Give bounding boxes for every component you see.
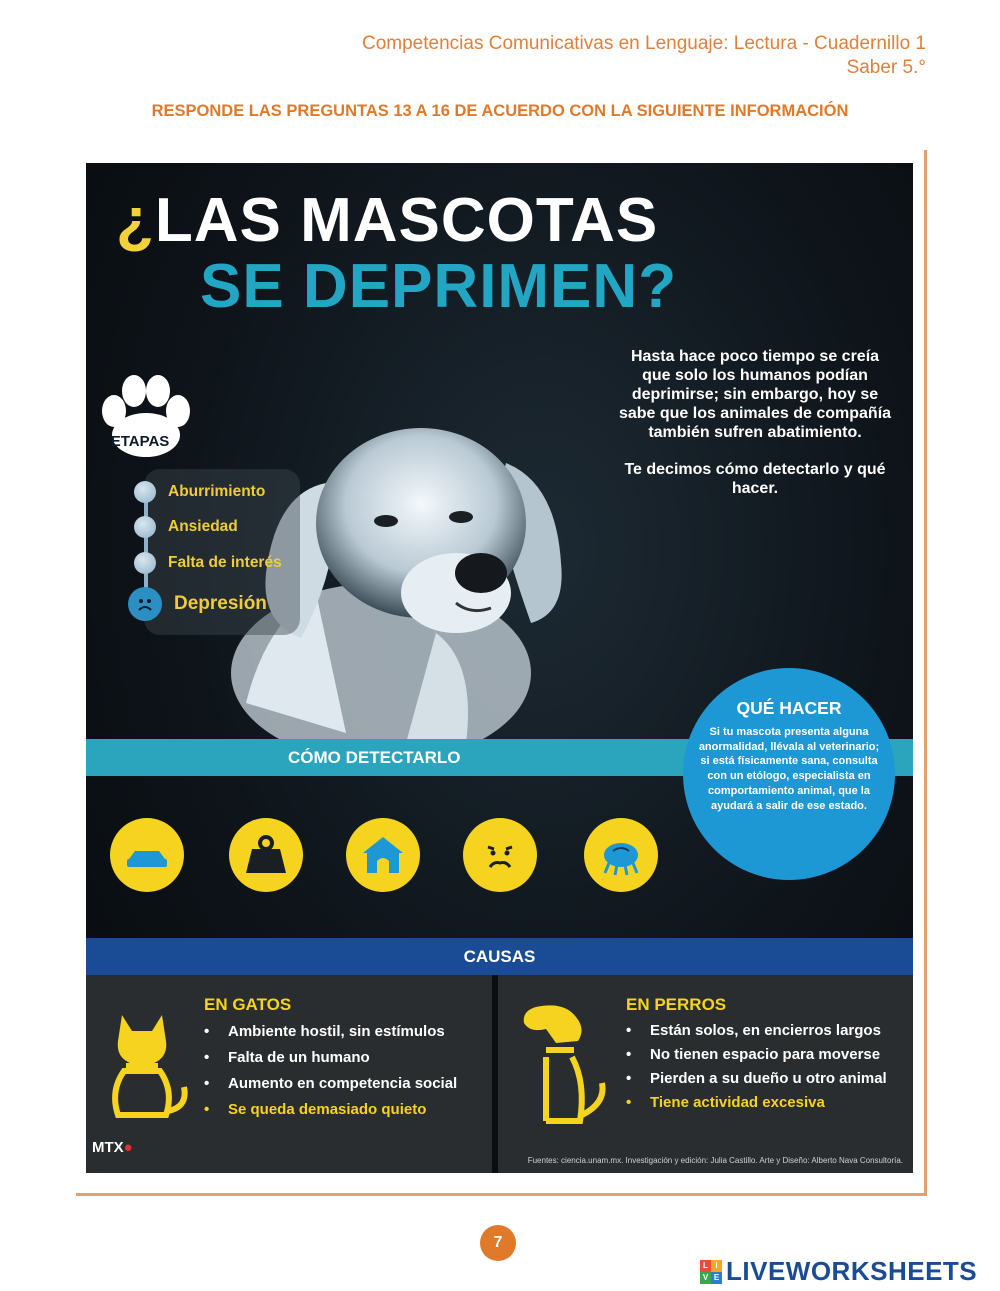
list-item: • Falta de un humano [204, 1045, 457, 1071]
causes-section-band [86, 938, 913, 975]
liveworksheets-logo [700, 1256, 977, 1287]
intro-text [618, 347, 892, 516]
stage-dot-icon [134, 552, 156, 574]
dog-icon [516, 1003, 612, 1129]
etapas-label: ETAPAS [110, 433, 170, 450]
question-instruction: RESPONDE LAS PREGUNTAS 13 A 16 DE ACUERDO CON LA SIGUIENTE INFORMACIÓN [151, 102, 849, 120]
perros-causes-list [626, 1019, 887, 1115]
stage-dot-icon [134, 516, 156, 538]
dog-house-icon [346, 818, 420, 892]
intro-paragraph-1: Hasta hace poco tiempo se creía que solo los humanos podían deprimirse; sin embargo, hoy se sabe que los animales de compañía también sufren abatimiento. [618, 348, 892, 441]
document-header [362, 32, 926, 80]
header-grade: Saber 5.° [846, 57, 926, 78]
que-hacer-circle [683, 668, 895, 880]
food-bowl-icon [110, 818, 184, 892]
poster-title-line2: SE DEPRIMEN? [200, 252, 678, 321]
frame-bottom-border [76, 1193, 927, 1196]
infographic-poster [86, 163, 913, 1173]
flea-icon [584, 818, 658, 892]
que-hacer-body: Si tu mascota presenta alguna anormalidad, llévala al veterinario; si está físicamente sana, consulta con un etólogo, especialista en comportamiento animal, que la ayudará a salir de ese estado. [698, 726, 880, 812]
sad-face-icon [128, 587, 162, 621]
list-item: • Aumento en competencia social [204, 1071, 457, 1097]
perros-title: EN PERROS [626, 995, 727, 1014]
gatos-causes-list [204, 1019, 457, 1123]
causes-title: CAUSAS [463, 947, 536, 966]
intro-paragraph-2: Te decimos cómo detectarlo y qué hacer. [624, 461, 886, 497]
stage-item: Ansiedad [134, 516, 238, 538]
list-item: • Se queda demasiado quieto [204, 1097, 457, 1123]
cat-icon [108, 1011, 190, 1123]
list-item: • Pierden a su dueño u otro animal [626, 1067, 887, 1091]
mtx-logo: MTX● [92, 1139, 133, 1156]
list-item: • Están solos, en encierros largos [626, 1019, 887, 1043]
list-item: • Tiene actividad excesiva [626, 1091, 887, 1115]
brand-name: LIVEWORKSHEETS [726, 1256, 978, 1286]
header-title: Competencias Comunicativas en Lenguaje: Lectura - Cuadernillo 1 [362, 33, 926, 54]
list-item: • Ambiente hostil, sin estímulos [204, 1019, 457, 1045]
poster-title-line1: ¿LAS MASCOTAS [116, 186, 659, 255]
sad-face-icon [463, 818, 537, 892]
stage-item: Aburrimiento [134, 481, 265, 503]
stage-item-final: Depresión [134, 587, 267, 621]
sources-credit: Fuentes: ciencia.unam.mx. Investigación y edición: Julia Castillo. Arte y Diseño: Alberto Nava Consultoría. [527, 1156, 903, 1165]
gatos-title: EN GATOS [204, 995, 292, 1014]
liveworksheets-icon: L I V E [700, 1260, 722, 1284]
que-hacer-title: QUÉ HACER [736, 698, 842, 718]
frame-right-border [924, 150, 927, 1196]
stage-item: Falta de interés [134, 552, 282, 574]
causes-divider [492, 975, 498, 1173]
logo-mark-icon: ● [123, 1139, 133, 1156]
detect-title: CÓMO DETECTARLO [288, 748, 461, 767]
stage-dot-icon [134, 481, 156, 503]
list-item: • No tienen espacio para moverse [626, 1043, 887, 1067]
weight-icon [229, 818, 303, 892]
page-number: 7 [480, 1225, 516, 1261]
